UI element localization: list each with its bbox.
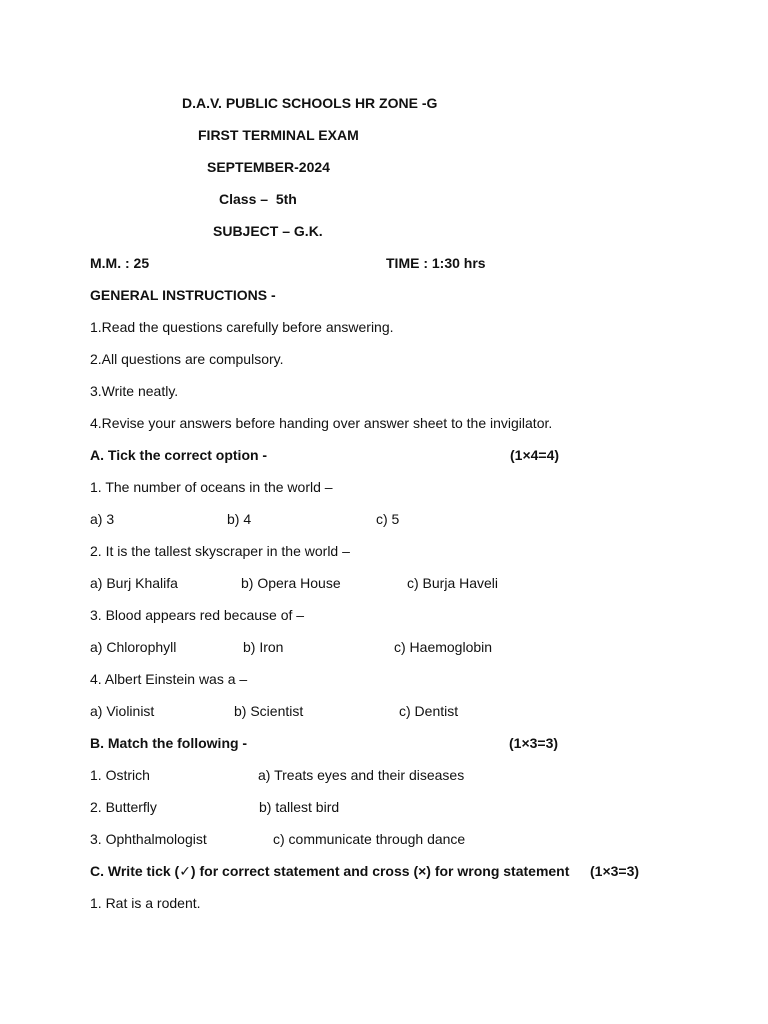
question-text: 1. The number of oceans in the world – (90, 479, 333, 495)
match-left: 3. Ophthalmologist (90, 831, 207, 847)
match-right: b) tallest bird (259, 799, 340, 815)
exam-session: SEPTEMBER-2024 (207, 159, 330, 175)
class-label: Class – 5th (219, 191, 297, 207)
match-right: a) Treats eyes and their diseases (258, 767, 465, 783)
option-c: c) 5 (376, 511, 400, 527)
instruction-item: 4.Revise your answers before handing over answer sheet to the invigilator. (90, 415, 553, 431)
option-a: a) Violinist (90, 703, 155, 719)
section-c-marks: (1×3=3) (590, 863, 640, 879)
match-right: c) communicate through dance (273, 831, 466, 847)
statement-item: 1. Rat is a rodent. (90, 895, 201, 911)
school-name: D.A.V. PUBLIC SCHOOLS HR ZONE -G (182, 95, 438, 111)
instructions-heading: GENERAL INSTRUCTIONS - (90, 287, 276, 303)
section-a-marks: (1×4=4) (510, 447, 560, 463)
section-c-heading: C. Write tick (✓) for correct statement and cross (×) for wrong statement (90, 863, 570, 879)
match-left: 1. Ostrich (90, 767, 150, 783)
exam-title: FIRST TERMINAL EXAM (198, 127, 359, 143)
question-text: 3. Blood appears red because of – (90, 607, 305, 623)
option-a: a) Chlorophyll (90, 639, 177, 655)
subject-label: SUBJECT – G.K. (213, 223, 323, 239)
option-a: a) 3 (90, 511, 115, 527)
max-marks: M.M. : 25 (90, 255, 150, 271)
option-b: b) Opera House (241, 575, 341, 591)
section-a-heading: A. Tick the correct option - (90, 447, 268, 463)
section-b-marks: (1×3=3) (509, 735, 559, 751)
section-b-heading: B. Match the following - (90, 735, 248, 751)
instruction-item: 2.All questions are compulsory. (90, 351, 284, 367)
instruction-item: 1.Read the questions carefully before answering. (90, 319, 394, 335)
option-c: c) Haemoglobin (394, 639, 493, 655)
option-b: b) Scientist (234, 703, 304, 719)
option-b: b) Iron (243, 639, 284, 655)
instruction-item: 3.Write neatly. (90, 383, 179, 399)
match-left: 2. Butterfly (90, 799, 157, 815)
time-allowed: TIME : 1:30 hrs (386, 255, 486, 271)
option-a: a) Burj Khalifa (90, 575, 178, 591)
option-c: c) Dentist (399, 703, 459, 719)
option-b: b) 4 (227, 511, 252, 527)
option-c: c) Burja Haveli (407, 575, 499, 591)
question-text: 4. Albert Einstein was a – (90, 671, 248, 687)
question-text: 2. It is the tallest skyscraper in the world – (90, 543, 350, 559)
